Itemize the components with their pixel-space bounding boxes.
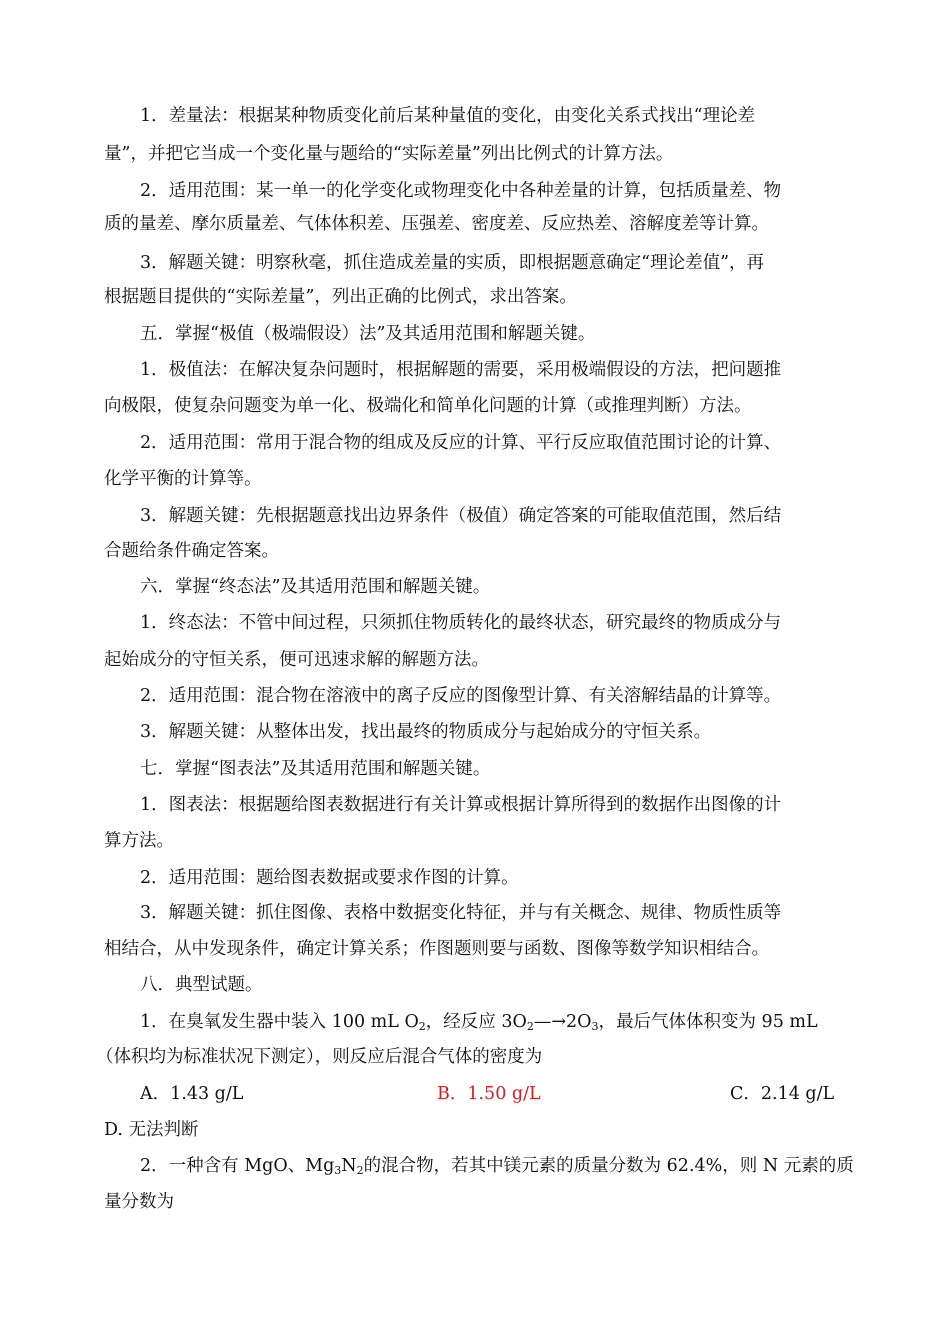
sec7-para3-line2: 相结合，从中发现条件，确定计算关系；作图题则要与函数、图像等数学知识相结合。 bbox=[104, 939, 769, 959]
sec7-para3-line1: 3．解题关键：抓住图像、表格中数据变化特征，并与有关概念、规律、物质性质等 bbox=[140, 903, 782, 923]
q1-reaction-arrow: —→2O bbox=[533, 1012, 592, 1032]
q2-text-start: 2．一种含有 MgO、Mg bbox=[140, 1156, 335, 1176]
q2-sub-1: 3 bbox=[334, 1164, 342, 1177]
question-1-line1 bbox=[140, 1010, 818, 1034]
sec5-para3-line2: 合题给条件确定答案。 bbox=[104, 541, 279, 561]
sec6-heading: 六．掌握“终态法”及其适用范围和解题关键。 bbox=[140, 577, 491, 597]
q2-text-mid: N bbox=[341, 1156, 357, 1176]
sec6-para2: 2．适用范围：混合物在溶液中的离子反应的图像型计算、有关溶解结晶的计算等。 bbox=[140, 686, 782, 706]
question-2-line2: 量分数为 bbox=[104, 1192, 174, 1212]
sec5-para2-line1: 2．适用范围：常用于混合物的组成及反应的计算、平行反应取值范围讨论的计算、 bbox=[140, 433, 782, 453]
sec5-para1-line2: 向极限，使复杂问题变为单一化、极端化和简单化问题的计算（或推理判断）方法。 bbox=[104, 396, 752, 416]
sec4-para3-line1: 3．解题关键：明察秋毫，抓住造成差量的实质，即根据题意确定“理论差值”，再 bbox=[140, 253, 765, 273]
question-2-line1 bbox=[140, 1154, 854, 1178]
q1-option-b: B．1.50 g/L bbox=[437, 1084, 541, 1104]
sec4-para2-line1: 2．适用范围：某一单一的化学变化或物理变化中各种差量的计算，包括质量差、物 bbox=[140, 181, 782, 201]
q1-sub-3: 3 bbox=[591, 1020, 599, 1033]
sec4-para1-line2: 量”，并把它当成一个变化量与题给的“实际差量”列出比例式的计算方法。 bbox=[104, 144, 674, 164]
q1-sub-2: 2 bbox=[526, 1020, 534, 1033]
sec5-para3-line1: 3．解题关键：先根据题意找出边界条件（极值）确定答案的可能取值范围，然后结 bbox=[140, 506, 782, 526]
sec4-para3-line2: 根据题目提供的“实际差量”，列出正确的比例式，求出答案。 bbox=[104, 287, 577, 307]
sec5-heading: 五．掌握“极值（极端假设）法”及其适用范围和解题关键。 bbox=[140, 324, 596, 344]
sec7-para1-line2: 算方法。 bbox=[104, 831, 174, 851]
sec4-para1-line1: 1．差量法：根据某种物质变化前后某种量值的变化，由变化关系式找出“理论差 bbox=[140, 106, 756, 126]
q2-text-end: 的混合物，若其中镁元素的质量分数为 62.4%，则 N 元素的质 bbox=[363, 1156, 854, 1176]
q2-sub-2: 2 bbox=[356, 1164, 364, 1177]
q1-text-start: 1．在臭氧发生器中装入 100 mL O bbox=[140, 1012, 419, 1032]
question-1-line2: （体积均为标准状况下测定），则反应后混合气体的密度为 bbox=[96, 1047, 543, 1067]
q1-option-d: D. 无法判断 bbox=[104, 1120, 199, 1140]
q1-option-c: C．2.14 g/L bbox=[730, 1084, 835, 1104]
q1-option-a: A．1.43 g/L bbox=[140, 1084, 244, 1104]
sec4-para2-line2: 质的量差、摩尔质量差、气体体积差、压强差、密度差、反应热差、溶解度差等计算。 bbox=[104, 214, 769, 234]
sec6-para1-line1: 1．终态法：不管中间过程，只须抓住物质转化的最终状态，研究最终的物质成分与 bbox=[140, 613, 782, 633]
q1-text-mid: ，经反应 3O bbox=[425, 1012, 527, 1032]
sec8-heading: 八．典型试题。 bbox=[140, 975, 263, 995]
sec7-para2: 2．适用范围：题给图表数据或要求作图的计算。 bbox=[140, 868, 519, 888]
sec7-heading: 七．掌握“图表法”及其适用范围和解题关键。 bbox=[140, 759, 491, 779]
q1-sub-1: 2 bbox=[418, 1020, 426, 1033]
sec6-para3: 3．解题关键：从整体出发，找出最终的物质成分与起始成分的守恒关系。 bbox=[140, 722, 712, 742]
sec7-para1-line1: 1．图表法：根据题给图表数据进行有关计算或根据计算所得到的数据作出图像的计 bbox=[140, 795, 782, 815]
sec5-para2-line2: 化学平衡的计算等。 bbox=[104, 469, 262, 489]
sec5-para1-line1: 1．极值法：在解决复杂问题时，根据解题的需要，采用极端假设的方法，把问题推 bbox=[140, 360, 782, 380]
sec6-para1-line2: 起始成分的守恒关系，便可迅速求解的解题方法。 bbox=[104, 650, 489, 670]
q1-text-end: ，最后气体体积变为 95 mL bbox=[598, 1012, 818, 1032]
